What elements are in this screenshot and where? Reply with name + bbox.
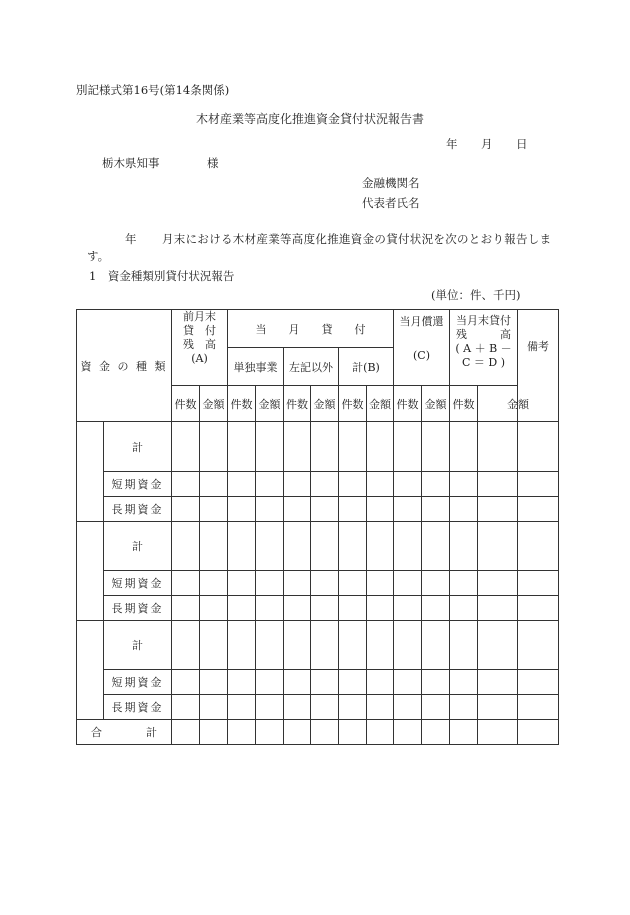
- header-amount: 金額: [367, 386, 394, 422]
- header-amount: 金額: [200, 386, 228, 422]
- header-count: 件数: [284, 386, 311, 422]
- header-repayment: [394, 310, 450, 386]
- header-count: 件数: [339, 386, 367, 422]
- header-subtotal-b: 計(B): [339, 348, 394, 386]
- header-fund-type: 資 金 の 種 類: [77, 310, 172, 422]
- table-row-grand-total: [77, 720, 559, 745]
- header-repay-line1: 当月償還: [399, 315, 444, 328]
- header-prev-month-balance: [172, 310, 228, 386]
- table-row: [77, 621, 559, 670]
- fund-type-blank-cell[interactable]: [77, 621, 104, 720]
- recipient-honorific: 様: [207, 156, 219, 170]
- table-row: [77, 522, 559, 571]
- row-label-short-term: 短期資金: [104, 670, 172, 695]
- form-reference: 別記様式第16号(第14条関係): [76, 83, 230, 97]
- table-row: [77, 497, 559, 522]
- header-prev-line1: 前月末: [183, 310, 216, 323]
- row-label-grand-total: 合 計: [77, 720, 172, 745]
- sender-representative: 代表者氏名: [362, 196, 420, 210]
- header-current-month-loans: 当 月 貸 付: [228, 310, 394, 348]
- header-balance-line1: 当月末貸付: [456, 314, 511, 327]
- table-row: [77, 695, 559, 720]
- date-month: 月: [481, 137, 493, 151]
- header-other: 左記以外: [284, 348, 339, 386]
- unit-note: (単位：件、千円): [431, 288, 521, 302]
- recipient-name: 栃木県知事: [102, 156, 160, 170]
- header-count: 件数: [172, 386, 200, 422]
- document-title: 木材産業等高度化推進資金貸付状況報告書: [196, 112, 425, 126]
- body-text-line2: す。: [87, 249, 110, 263]
- row-label-total: 計: [104, 422, 172, 472]
- header-amount: 金額: [478, 386, 559, 422]
- body-text-line1: 月末における木材産業等高度化推進資金の貸付状況を次のとおり報告しま: [162, 232, 552, 246]
- header-balance-line4: C ＝ D ): [461, 356, 506, 369]
- row-label-short-term: 短期資金: [104, 571, 172, 596]
- date-day: 日: [516, 137, 528, 151]
- sender-institution: 金融機関名: [362, 176, 420, 190]
- row-label-long-term: 長期資金: [104, 695, 172, 720]
- header-month-end-balance: [450, 310, 518, 386]
- table-row: [77, 571, 559, 596]
- body-year-mark: 年: [125, 232, 137, 246]
- header-amount: 金額: [422, 386, 450, 422]
- header-prev-line3: 残 高: [183, 338, 216, 351]
- table-row: [77, 596, 559, 621]
- table-row: [77, 472, 559, 497]
- header-repay-line2: (C): [413, 349, 430, 362]
- header-prev-line2: 貸 付: [183, 324, 216, 337]
- header-amount: 金額: [311, 386, 339, 422]
- row-label-short-term: 短期資金: [104, 472, 172, 497]
- header-balance-line2: 残 高: [456, 328, 511, 341]
- header-remarks: 備考: [518, 310, 559, 422]
- fund-type-blank-cell[interactable]: [77, 422, 104, 522]
- row-label-long-term: 長期資金: [104, 596, 172, 621]
- header-prev-line4: (A): [191, 352, 208, 365]
- header-balance-line3: ( A ＋ B －: [455, 342, 512, 355]
- fund-type-blank-cell[interactable]: [77, 522, 104, 621]
- header-single-project: 単独事業: [228, 348, 284, 386]
- loan-status-table: [76, 309, 559, 745]
- date-year: 年: [446, 137, 458, 151]
- row-label-total: 計: [104, 522, 172, 571]
- header-count: 件数: [228, 386, 256, 422]
- header-count: 件数: [450, 386, 478, 422]
- row-label-total: 計: [104, 621, 172, 670]
- header-amount: 金額: [256, 386, 284, 422]
- header-count: 件数: [394, 386, 422, 422]
- section-title: 1 資金種類別貸付状況報告: [89, 269, 235, 283]
- row-label-long-term: 長期資金: [104, 497, 172, 522]
- table-row: [77, 670, 559, 695]
- table-row: [77, 422, 559, 472]
